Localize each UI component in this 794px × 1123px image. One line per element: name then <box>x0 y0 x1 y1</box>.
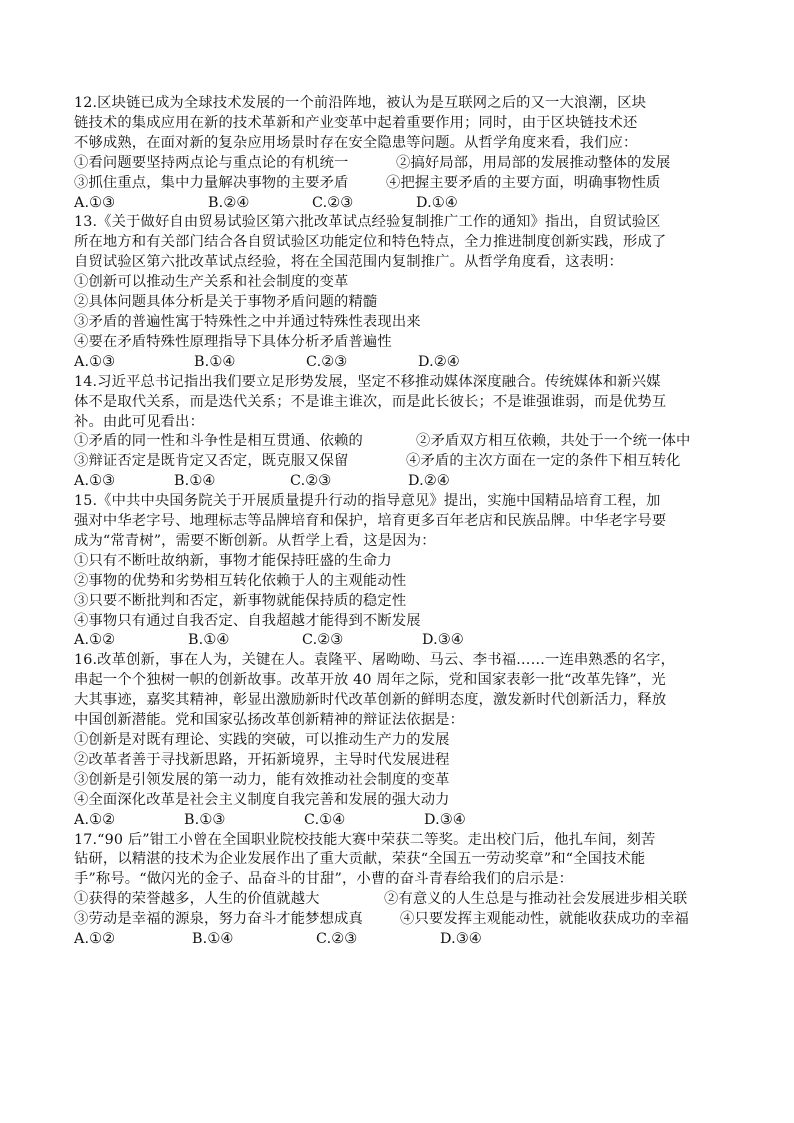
question-12 <box>74 94 734 213</box>
question-15-statement-1 <box>74 552 734 572</box>
option-c[interactable]: C.②③ <box>316 931 358 948</box>
question-15-statement-3 <box>74 592 734 612</box>
question-13-statement-1 <box>74 273 734 293</box>
statement-1: ①创新是对既有理论、实践的突破，可以推动生产力的发展 <box>74 732 450 748</box>
question-16-statement-2 <box>74 751 734 771</box>
statement-2: ②有意义的人生总是与推动社会发展进步相关联 <box>384 891 688 908</box>
question-14-statement-row-2 <box>74 452 734 472</box>
statement-3: ③创新是引领发展的第一动力，能有效推动社会制度的变革 <box>74 771 450 788</box>
statement-4: ④全面深化改革是社会主义制度自我完善和发展的强大动力 <box>74 791 450 808</box>
question-17-options <box>74 930 734 950</box>
question-17-stem-line-2: 钻研，以精湛的技术为企业发展作出了重大贡献，荣获“全国五一劳动奖章”和“全国技术能 <box>74 851 646 868</box>
question-13-options <box>74 353 734 373</box>
question-16-statement-4 <box>74 791 734 811</box>
question-13-statement-4 <box>74 333 734 353</box>
question-16-stem-line-4: 中国创新潜能。党和国家弘扬改革创新精神的辩证法依据是： <box>74 712 465 729</box>
statement-2: ②搞好局部，用局部的发展推动整体的发展 <box>396 154 671 171</box>
question-16-statement-3 <box>74 771 734 791</box>
question-17 <box>74 831 734 950</box>
question-15-statement-4 <box>74 612 734 632</box>
question-12-statement-row-1 <box>74 154 734 174</box>
question-17-statement-row-1 <box>74 890 734 910</box>
question-14 <box>74 373 734 492</box>
question-14-stem-line-2: 体不是取代关系，而是迭代关系；不是谁主谁次，而是此长彼长；不是谁强谁弱，而是优势互 <box>74 393 667 410</box>
question-14-stem-line-3: 补。由此可见看出： <box>74 413 205 430</box>
question-17-statement-row-2 <box>74 910 734 930</box>
option-d[interactable]: D.③④ <box>422 632 464 649</box>
question-12-statement-row-2 <box>74 174 734 194</box>
option-d[interactable]: D.②④ <box>408 473 450 490</box>
statement-1: ①创新可以推动生产关系和社会制度的变革 <box>74 274 349 291</box>
option-c[interactable]: C.①④ <box>304 811 346 828</box>
question-15-stem-line-1: 15.《中共中央国务院关于开展质量提升行动的指导意见》提出，实施中国精品培育工程，加 <box>74 493 661 510</box>
option-d[interactable]: D.③④ <box>424 811 466 828</box>
statement-3: ③矛盾的普遍性寓于特殊性之中并通过特殊性表现出来 <box>74 313 421 330</box>
statement-2: ②事物的优势和劣势相互转化依赖于人的主观能动性 <box>74 572 407 589</box>
question-17-stem-line-3: 手”称号。“做闪光的金子、品奋斗的甘甜”，小曹的奋斗青春给我们的启示是： <box>74 871 574 888</box>
question-13-statement-3 <box>74 313 734 333</box>
statement-4: ④矛盾的主次方面在一定的条件下相互转化 <box>406 453 681 470</box>
statement-2: ②具体问题具体分析是关于事物矛盾问题的精髓 <box>74 294 378 311</box>
option-a[interactable]: A.①③ <box>74 473 116 490</box>
question-13 <box>74 213 734 372</box>
option-c[interactable]: C.②③ <box>290 473 332 490</box>
statement-1: ①获得的荣誉越多，人生的价值就越大 <box>74 891 320 908</box>
option-d[interactable]: D.②④ <box>418 353 460 370</box>
option-a[interactable]: A.①② <box>74 931 116 948</box>
statement-3: ③只要不断批判和否定，新事物就能保持质的稳定性 <box>74 592 407 609</box>
question-16-stem-line-1: 16.改革创新，事在人为，关键在人。袁隆平、屠呦呦、马云、李书福……一连串熟悉的名字， <box>74 652 676 669</box>
question-13-stem-line-3: 自贸试验区第六批改革试点经验，将在全国范围内复制推广。从哲学角度看，这表明： <box>74 254 623 271</box>
question-15 <box>74 492 734 651</box>
question-13-stem-line-2: 所在地方和有关部门结合各自贸试验区功能定位和特色特点，全力推进制度创新实践，形成了 <box>74 234 667 251</box>
option-c[interactable]: C.②③ <box>302 632 344 649</box>
option-b[interactable]: B.①④ <box>188 632 230 649</box>
option-c[interactable]: C.②③ <box>306 353 348 370</box>
question-17-stem-line-1: 17.“90 后”钳工小曾在全国职业院校技能大赛中荣获二等奖。走出校门后，他扎车间，刻苦 <box>74 831 656 848</box>
question-15-options <box>74 631 734 651</box>
statement-3: ③劳动是幸福的源泉，努力奋斗才能梦想成真 <box>74 911 363 928</box>
question-15-statement-2 <box>74 572 734 592</box>
question-13-stem-line-1: 13.《关于做好自由贸易试验区第六批改革试点经验复制推广工作的通知》指出，自贸试验区 <box>74 214 661 231</box>
statement-4: ④只要发挥主观能动性，就能收获成功的幸福 <box>400 911 689 928</box>
option-a[interactable]: A.①② <box>74 811 116 828</box>
statement-1: ①只有不断吐故纳新，事物才能保持旺盛的生命力 <box>74 552 392 569</box>
question-14-options <box>74 472 734 492</box>
statement-4: ④把握主要矛盾的主要方面，明确事物性质 <box>386 174 661 191</box>
option-c[interactable]: C.②③ <box>312 194 354 211</box>
option-d[interactable]: D.③④ <box>440 931 482 948</box>
question-16-stem-line-2: 串起一个个独树一帜的创新故事。改革开放 40 周年之际，党和国家表彰一批“改革先锋”，光 <box>74 672 666 689</box>
question-12-options <box>74 194 734 214</box>
option-b[interactable]: B.①④ <box>174 473 216 490</box>
option-a[interactable]: A.①② <box>74 632 116 649</box>
option-d[interactable]: D.①④ <box>416 194 458 211</box>
option-b[interactable]: B.①④ <box>192 931 234 948</box>
question-15-stem-line-2: 强对中华老字号、地理标志等品牌培育和保护，培育更多百年老店和民族品牌。中华老字号要 <box>74 513 667 530</box>
option-b[interactable]: B.①④ <box>194 353 236 370</box>
statement-1: ①看问题要坚持两点论与重点论的有机统一 <box>74 154 349 171</box>
option-b[interactable]: B.①③ <box>184 811 226 828</box>
statement-3: ③抓住重点，集中力量解决事物的主要矛盾 <box>74 174 349 191</box>
question-16-statement-1 <box>74 731 734 751</box>
question-16-stem-line-3: 大其事迹，嘉奖其精神，彰显出激励新时代改革创新的鲜明态度，激发新时代创新活力，释放 <box>74 692 667 709</box>
question-12-stem-line-3: 不够成熟，在面对新的复杂应用场景时存在安全隐患等问题。从哲学角度来看，我们应： <box>74 134 638 151</box>
option-a[interactable]: A.①③ <box>74 194 116 211</box>
question-16-options <box>74 811 734 831</box>
option-b[interactable]: B.②④ <box>208 194 250 211</box>
question-12-stem-line-1: 12.区块链已成为全球技术发展的一个前沿阵地，被认为是互联网之后的又一大浪潮，区块 <box>74 95 647 111</box>
question-14-stem-line-1: 14.习近平总书记指出我们要立足形势发展，坚定不移推动媒体深度融合。传统媒体和新兴媒 <box>74 373 661 390</box>
statement-2: ②矛盾双方相互依赖，共处于一个统一体中 <box>416 433 691 450</box>
question-13-statement-2 <box>74 293 734 313</box>
statement-2: ②改革者善于寻找新思路，开拓新境界，主导时代发展进程 <box>74 751 450 768</box>
exam-page <box>74 94 734 950</box>
option-a[interactable]: A.①③ <box>74 353 116 370</box>
statement-3: ③辩证否定是既肯定又否定，既克服又保留 <box>74 453 349 470</box>
question-12-stem-line-2: 链技术的集成应用在新的技术革新和产业变革中起着重要作用；同时，由于区块链技术还 <box>74 114 638 131</box>
statement-4: ④事物只有通过自我否定、自我超越才能得到不断发展 <box>74 612 421 629</box>
question-15-stem-line-3: 成为“常青树”，需要不断创新。从哲学上看，这是因为： <box>74 532 436 549</box>
question-14-statement-row-1 <box>74 432 734 452</box>
question-16 <box>74 651 734 830</box>
statement-4: ④要在矛盾特殊性原理指导下具体分析矛盾普遍性 <box>74 333 392 350</box>
statement-1: ①矛盾的同一性和斗争性是相互贯通、依赖的 <box>74 433 363 450</box>
